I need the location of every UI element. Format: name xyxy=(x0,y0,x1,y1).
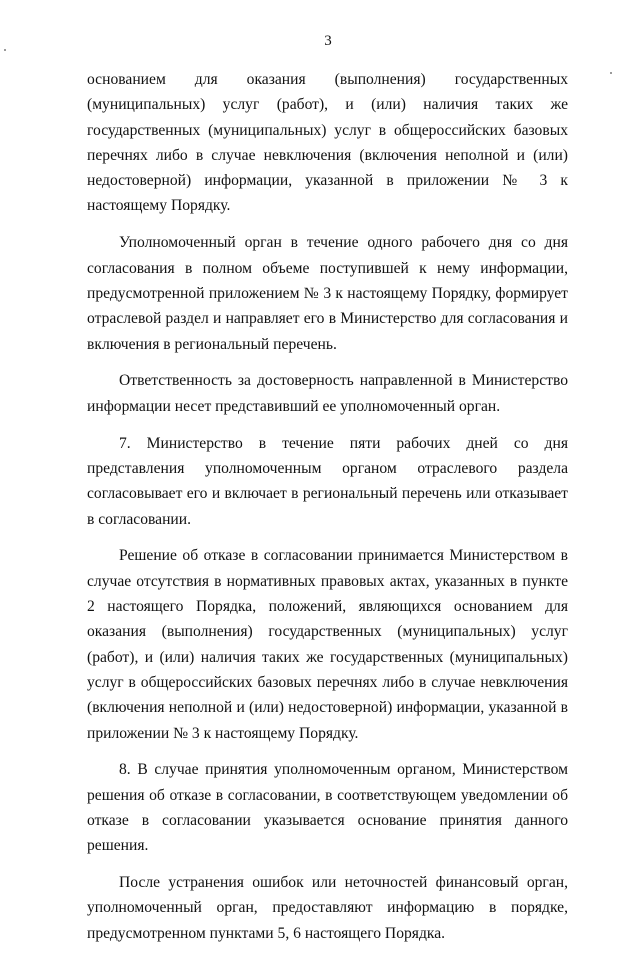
paragraph-continuation: основанием для оказания (выполнения) государственных (муниципальных) услуг (работ), и (или) наличия таких же государственных (муниципальных) услуг в общероссийских базовых перечнях либо в случае невключения (включения неполной и (или) недостоверной) информации, указанной в приложении № 3 к настоящему Порядку. xyxy=(87,71,568,215)
paragraph-authorized-body-term: Уполномоченный орган в течение одного рабочего дня со дня согласования в полном объеме поступившей к нему информации, предусмотренной приложением № 3 к настоящему Порядку, формирует отраслевой раздел и направляет его в Министерство для согласования и включения в региональный перечень. xyxy=(87,234,568,353)
document-body xyxy=(87,67,568,958)
paragraph-item-7: 7. Министерство в течение пяти рабочих дней со дня представления уполномоченным органом отраслевого раздела согласовывает его и включает в региональный перечень или отказывает в согласовании. xyxy=(87,434,568,528)
paragraph-refusal-decision: Решение об отказе в согласовании принимается Министерством в случае отсутствия в нормативных правовых актах, указанных в пункте 2 настоящего Порядка, положений, являющихся основанием для оказания (выполнения) государственных (муниципальных) услуг (работ), и (или) наличия таких же государственных (муниципальных) услуг в общероссийских базовых перечнях либо в случае невключения (включения неполной и (или) недостоверной) информации, указанной в приложении № 3 к настоящему Порядку. xyxy=(87,547,568,742)
paragraph-item-8: 8. В случае принятия уполномоченным органом, Министерством решения об отказе в согласовании, в соответствующем уведомлении об отказе в согласовании указывается основание принятия данного решения. xyxy=(87,761,568,855)
scan-speck xyxy=(4,49,6,51)
page-number: 3 xyxy=(324,33,332,49)
paragraph-after-correction: После устранения ошибок или неточностей финансовый орган, уполномоченный орган, предоставляют информацию в порядке, предусмотренном пунктами 5, 6 настоящего Порядка. xyxy=(87,874,568,942)
paragraph-responsibility: Ответственность за достоверность направленной в Министерство информации несет представивший ее уполномоченный орган. xyxy=(87,372,568,415)
scan-speck xyxy=(610,72,612,74)
